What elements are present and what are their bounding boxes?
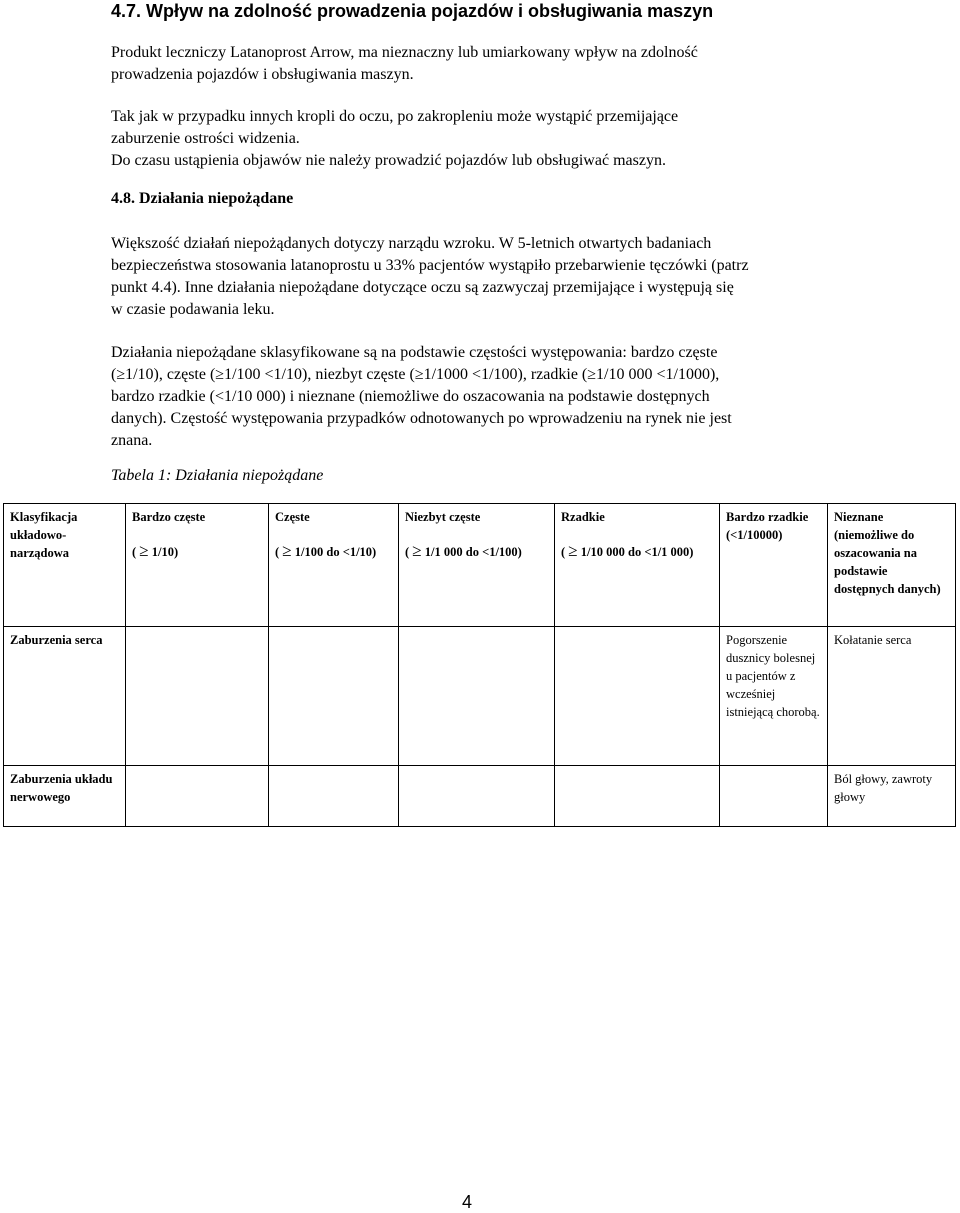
table-caption: Tabela 1: Działania niepożądane [111,467,324,484]
row-soc-cell: Zaburzenia układu nerwowego [4,766,126,827]
greater-equal-symbol: ≥ [282,541,292,560]
very-common-cell [126,627,269,766]
greater-equal-symbol: ≥ [412,541,422,560]
header-soc: Klasyfikacja układowo-narządowa [4,504,126,627]
uncommon-cell [399,627,555,766]
rare-cell [555,627,720,766]
unknown-cell: Ból głowy, zawroty głowy [828,766,956,827]
section-4-8-paragraph-2: Działania niepożądane sklasyfikowane są na podstawie częstości występowania: bardzo częste (≥1/10), częste (≥1/100 <1/10), niezbyt częste (≥1/1000 <1/100), rzadkie (≥1/10 000 <1/1000), bardzo rzadkie (<1/10 000) i nieznane (niemożliwe do oszacowania na podstawie dostępnych danych). Częstość występowania przypadków odnotowanych po wprowadzeniu na rynek nie jest znana. [111,344,732,449]
section-4-8-paragraph-1: Większość działań niepożądanych dotyczy narządu wzroku. W 5-letnich otwartych badaniach bezpieczeństwa stosowania latanoprostu u 33% pacjentów wystąpiło przebarwienie tęczówki (patrz punkt 4.4). Inne działania niepożądane dotyczące oczu są zazwyczaj przemijające i występują się w czasie podawania leku. [111,235,749,318]
header-unknown: Nieznane (niemożliwe do oszacowania na podstawie dostępnych danych) [828,504,956,627]
adverse-reactions-table [3,503,956,827]
header-very-rare: Bardzo rzadkie (<1/10000) [720,504,828,627]
very-rare-cell [720,766,828,827]
table-row [4,766,956,827]
uncommon-cell [399,766,555,827]
table-header-row [4,504,956,627]
header-common: Częste ( ≥ 1/100 do <1/10) [269,504,399,627]
common-cell [269,766,399,827]
header-rare: Rzadkie ( ≥ 1/10 000 do <1/1 000) [555,504,720,627]
very-common-cell [126,766,269,827]
greater-equal-symbol: ≥ [139,541,149,560]
page-number: 4 [462,1192,473,1212]
section-4-8-heading: 4.8. Działania niepożądane [111,190,294,207]
row-soc-cell: Zaburzenia serca [4,627,126,766]
section-4-7-heading: 4.7. Wpływ na zdolność prowadzenia pojazdów i obsługiwania maszyn [111,1,714,21]
header-very-common: Bardzo częste ( ≥ 1/10) [126,504,269,627]
section-4-7-paragraph-1: Produkt leczniczy Latanoprost Arrow, ma nieznaczny lub umiarkowany wpływ na zdolność prowadzenia pojazdów i obsługiwania maszyn. [111,44,698,83]
table-row [4,627,956,766]
header-uncommon: Niezbyt częste ( ≥ 1/1 000 do <1/100) [399,504,555,627]
greater-equal-symbol: ≥ [568,541,578,560]
section-4-7-paragraph-2: Tak jak w przypadku innych kropli do oczu, po zakropleniu może wystąpić przemijające zaburzenie ostrości widzenia. Do czasu ustąpienia objawów nie należy prowadzić pojazdów lub obsługiwać maszyn. [111,108,679,169]
unknown-cell: Kołatanie serca [828,627,956,766]
very-rare-cell: Pogorszenie dusznicy bolesnej u pacjentów z wcześniej istniejącą chorobą. [720,627,828,766]
common-cell [269,627,399,766]
rare-cell [555,766,720,827]
